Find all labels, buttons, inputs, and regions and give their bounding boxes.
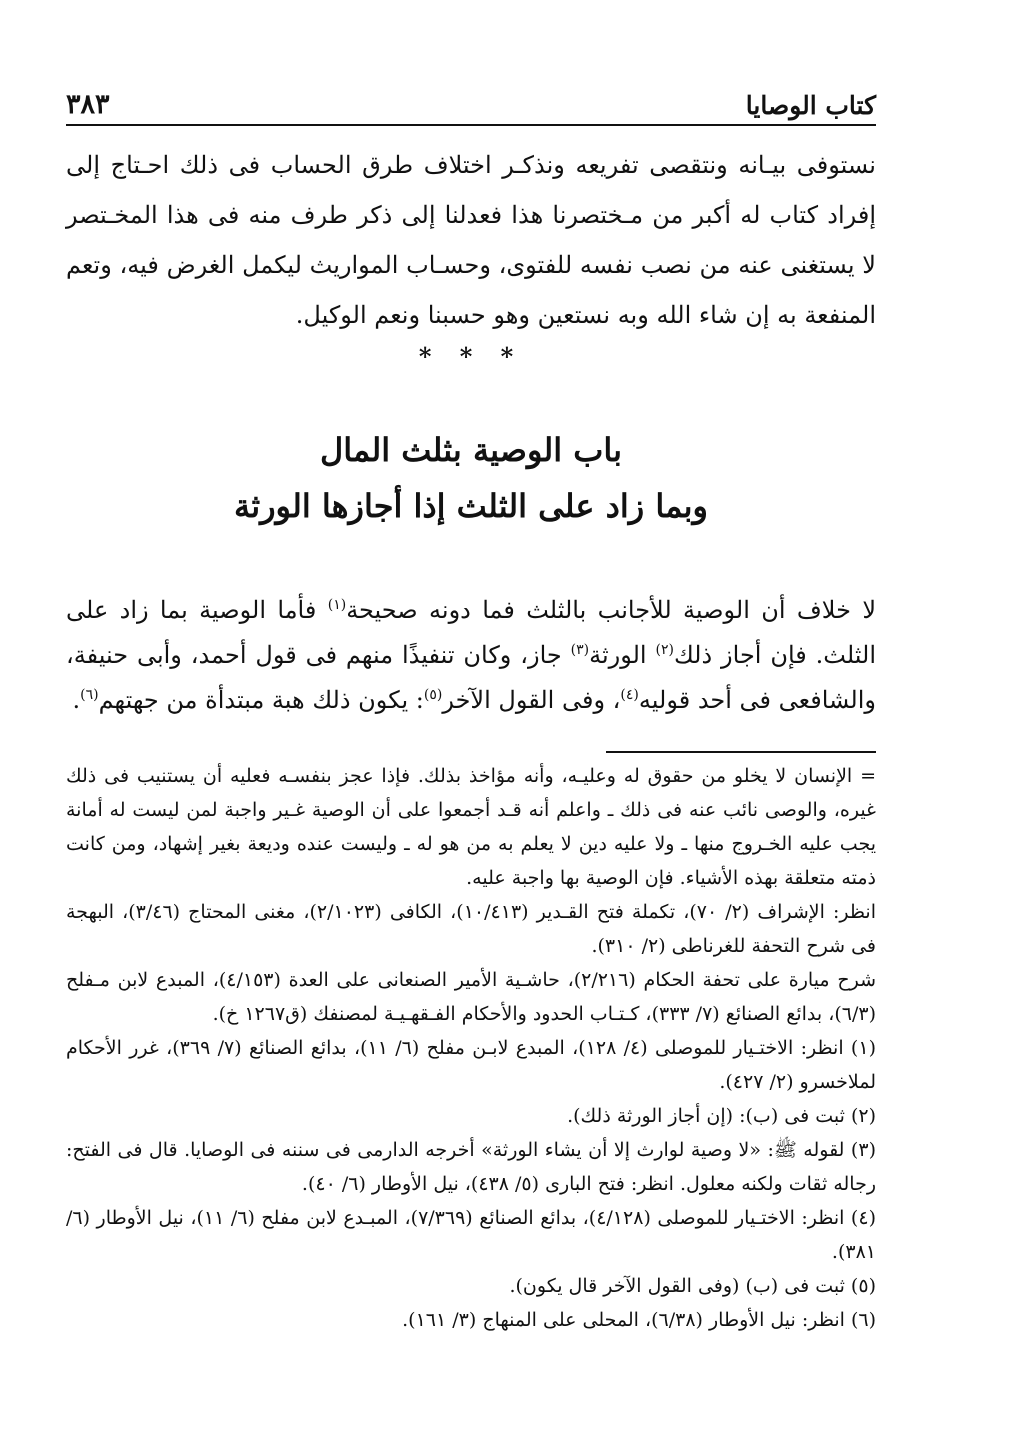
chapter-heading — [66, 422, 876, 534]
footnote-ref-2: (٢) — [655, 642, 674, 658]
footnote-ref-6: (٦) — [80, 687, 99, 703]
text-run: : يكون ذلك هبة مبتدأة من جهتهم — [98, 686, 424, 714]
intro-paragraph: نستوفى بيـانه ونتقصى تفريعه ونذكـر اختلاف طرق الحساب فى ذلك احـتاج إلى إفراد كتاب له أكبر من مـختصرنا هذا فعدلنا إلى ذكر طرف منه فى هذا المخـتصر لا يستغنى عنه من نصب نفسه للفتوى، وحسـاب المواريث ليكمل الغرض فيه، وتعم المنفعة به إن شاء الله وبه نستعين وهو حسبنا ونعم الوكيل. — [66, 151, 876, 329]
footnote-ref-1: (١) — [327, 597, 347, 613]
running-header — [66, 78, 876, 126]
footnote-references-a: انظر: الإشراف (٢/ ٧٠)، تكملة فتح القـدير (١٠/٤١٣)، الكافى (٢/١٠٢٣)، مغنى المحتاج (٣/٤٦)، البهجة فى شرح التحفة للغرناطى (٢/ ٣١٠). — [66, 901, 876, 957]
chapter-title-line-2: وبما زاد على الثلث إذا أجازها الورثة — [234, 487, 708, 525]
page-number: ٣٨٣ — [66, 89, 110, 120]
section-separator: * * * — [418, 342, 524, 371]
footnote-4: (٤) انظر: الاختـيار للموصلى (٤/١٢٨)، بدائع الصنائع (٧/٣٦٩)، المبـدع لابن مفلح (٦/ ١١)، نيل الأوطار (٦/ ٣٨١). — [66, 1207, 876, 1263]
main-paragraph — [66, 588, 876, 723]
footnote-1: (١) انظر: الاختـيار للموصلى (٤/ ١٢٨)، المبدع لابـن مفلح (٦/ ١١)، بدائع الصنائع (٧/ ٣٦٩)، غرر الأحكام لملاخسرو (٢/ ٤٢٧). — [66, 1037, 876, 1093]
footnote-ref-3: (٣) — [570, 642, 590, 658]
footnote-3: (٣) لقوله ﷺ: «لا وصية لوارث إلا أن يشاء الورثة» أخرجه الدارمى فى سننه فى الوصايا. قال فى الفتح: رجاله ثقات ولكنه معلول. انظر: فتح البارى (٥/ ٤٣٨)، نيل الأوطار (٦/ ٤٠). — [66, 1139, 876, 1195]
text-run: لا خلاف أن الوصية للأجانب بالثلث فما دونه صحيحة — [346, 596, 877, 624]
text-run: فأما الوصية بما زاد على الثلث. فإن أجاز ذلك — [66, 596, 877, 669]
footnote-ref-4: (٤) — [620, 687, 639, 703]
chapter-title-line-1: باب الوصية بثلث المال — [319, 431, 623, 469]
text-run: . — [72, 686, 81, 714]
intro-paragraph-block — [66, 140, 876, 340]
footnotes-block — [66, 759, 876, 1337]
main-text — [66, 588, 876, 723]
section-title: كتاب الوصايا — [745, 91, 876, 120]
footnote-ref-5: (٥) — [423, 687, 443, 703]
footnote-divider — [606, 751, 876, 753]
footnote-references-b: شرح ميارة على تحفة الحكام (٢/٢١٦)، حاشـية الأمير الصنعانى على العدة (٤/١٥٣)، المبدع لابن مـفلح (٦/٣)، بدائع الصنائع (٧/ ٣٣٣)، كـتـاب الحدود والأحكام الفـقهـيـة لمصنفك (ق١٢٦٧ خ). — [66, 969, 876, 1025]
text-run: جاز، وكان تنفيذًا منهم فى قول أحمد، وأبى حنيفة، والشافعى فى أحد قوليه — [66, 641, 876, 714]
footnote-5: (٥) ثبت فى (ب) (وفى القول الآخر قال يكون). — [509, 1275, 876, 1297]
footnote-2: (٢) ثبت فى (ب): (إن أجاز الورثة ذلك). — [567, 1105, 876, 1127]
text-run: الورثة — [589, 641, 656, 669]
footnote-6: (٦) انظر: نيل الأوطار (٦/٣٨)، المحلى على المنهاج (٣/ ١٦١). — [402, 1309, 876, 1331]
text-run: ، وفى القول الآخر — [442, 686, 621, 714]
footnote-continuation: = الإنسان لا يخلو من حقوق له وعليـه، وأنه مؤاخذ بذلك. فإذا عجز بنفسـه فعليه أن يستنيب فى ذلك غيره، والوصى نائب عنه فى ذلك ـ واعلم أنه قـد أجمعوا على أن الوصية غـير واجبة لمن ليست له أمانة يجب عليه الخـروج منها ـ ولا عليه دين لا يعلم به من هو له ـ وليست عنده وديعة بغير إشهاد، ومن كانت ذمته متعلقة بهذه الأشياء. فإن الوصية بها واجبة عليه. — [66, 765, 876, 889]
